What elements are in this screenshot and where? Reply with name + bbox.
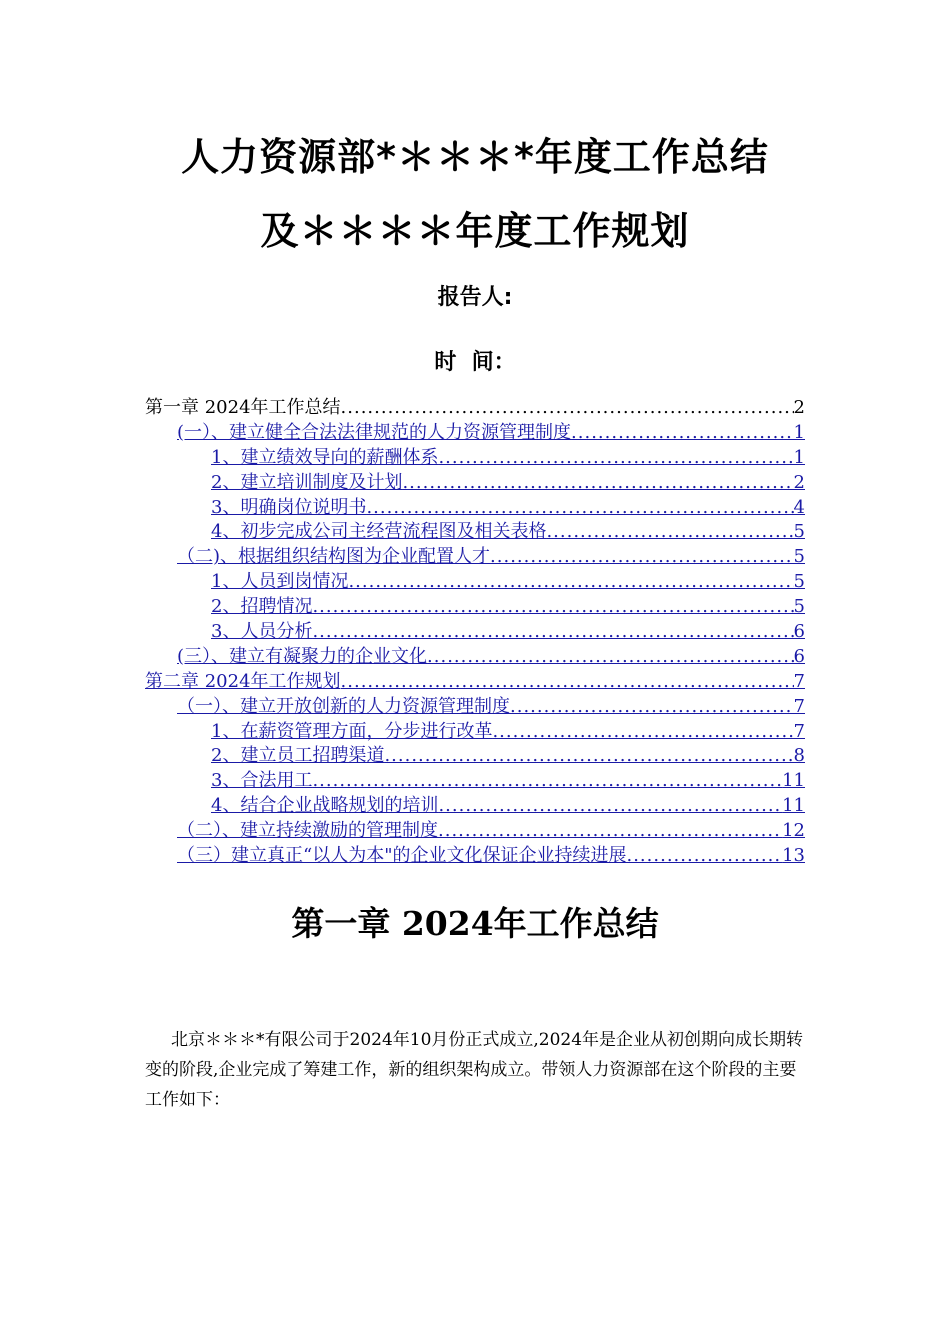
toc-entry-title: 第一章 2024年工作总结 — [145, 397, 341, 418]
toc-entry[interactable] — [145, 819, 805, 844]
toc-entry[interactable] — [145, 844, 805, 869]
toc-entry-title: （二)、根据组织结构图为企业配置人才 — [177, 546, 491, 568]
toc-leader-dots — [402, 471, 793, 496]
toc-entry[interactable] — [145, 496, 805, 521]
toc-entry-page: 12 — [782, 820, 805, 842]
toc-leader-dots — [348, 570, 793, 595]
toc-leader-dots — [384, 744, 793, 769]
toc-entry[interactable] — [145, 595, 805, 620]
toc-entry-title: (三）、建立有凝聚力的企业文化 — [177, 645, 428, 667]
toc-entry-page: 2 — [793, 397, 805, 418]
toc-entry[interactable] — [145, 570, 805, 595]
toc-leader-dots — [438, 446, 793, 471]
toc-leader-dots — [312, 769, 782, 794]
table-of-contents — [145, 396, 805, 869]
document-title-line1: 人力资源部*＊＊＊*年度工作总结 — [181, 135, 769, 179]
toc-entry-title: （一）、建立开放创新的人力资源管理制度 — [177, 695, 510, 717]
toc-entry-page: 6 — [793, 645, 805, 667]
toc-entry[interactable] — [145, 471, 805, 496]
toc-leader-dots — [571, 421, 794, 446]
toc-leader-dots — [546, 520, 793, 545]
time-label: 时 间： — [434, 350, 516, 375]
toc-entry-title: 2、建立培训制度及计划 — [211, 471, 403, 493]
toc-entry-page: 11 — [782, 795, 805, 817]
toc-leader-dots — [438, 794, 782, 819]
toc-entry-title: 第二章 2024年工作规划 — [145, 670, 341, 692]
toc-entry[interactable] — [145, 645, 805, 670]
toc-leader-dots — [492, 720, 793, 745]
toc-entry[interactable] — [145, 695, 805, 720]
toc-entry[interactable] — [145, 620, 805, 645]
toc-leader-dots — [312, 620, 793, 645]
toc-entry-page: 5 — [793, 546, 805, 568]
toc-entry-page: 5 — [793, 596, 805, 618]
toc-entry[interactable] — [145, 545, 805, 570]
toc-leader-dots — [427, 645, 794, 670]
body-paragraph: 北京＊＊＊*有限公司于2024年10月份正式成立,2024年是企业从初创期向成长期转变的阶段,企业完成了筹建工作，新的组织架构成立。带领人力资源部在这个阶段的主要工作如下： — [145, 1030, 804, 1110]
document-title-line2: 及＊＊＊＊年度工作规划 — [260, 209, 690, 253]
toc-leader-dots — [366, 496, 793, 521]
toc-entry-page: 5 — [793, 521, 805, 543]
toc-entry-title: 4、结合企业战略规划的培训 — [211, 795, 439, 817]
toc-entry-page: 13 — [782, 845, 805, 867]
toc-entry-page: 7 — [793, 695, 805, 717]
toc-entry-title: 3、明确岗位说明书 — [211, 496, 367, 518]
toc-leader-dots — [438, 819, 782, 844]
toc-leader-dots — [490, 545, 794, 570]
toc-entry-page: 7 — [793, 670, 805, 692]
toc-entry-page: 11 — [782, 770, 805, 792]
toc-entry-page: 1 — [793, 421, 805, 443]
toc-entry[interactable] — [145, 744, 805, 769]
toc-entry-page: 1 — [793, 446, 805, 468]
toc-entry[interactable] — [145, 421, 805, 446]
toc-entry — [145, 396, 805, 421]
reporter-label: 报告人: — [437, 285, 513, 310]
toc-entry[interactable] — [145, 769, 805, 794]
toc-entry[interactable] — [145, 720, 805, 745]
toc-entry-title: 3、合法用工 — [211, 770, 313, 792]
toc-entry-title: 1、在薪资管理方面，分步进行改革 — [211, 720, 493, 742]
toc-entry-title: 1、人员到岗情况 — [211, 571, 349, 593]
toc-entry-page: 7 — [793, 720, 805, 742]
toc-leader-dots — [341, 396, 794, 421]
toc-leader-dots — [312, 595, 793, 620]
toc-entry[interactable] — [145, 794, 805, 819]
toc-entry-title: (一）、建立健全合法法律规范的人力资源管理制度 — [177, 421, 572, 443]
toc-entry[interactable] — [145, 670, 805, 695]
toc-entry-title: 3、人员分析 — [211, 621, 313, 643]
toc-entry-title: （三）建立真正“以人为本"的企业文化保证企业持续进展 — [177, 845, 627, 867]
toc-entry-title: （二）、建立持续激励的管理制度 — [177, 820, 438, 842]
toc-entry-title: 2、招聘情况 — [211, 596, 313, 618]
toc-entry-page: 8 — [793, 745, 805, 767]
toc-leader-dots — [341, 670, 794, 695]
toc-entry-page: 4 — [793, 496, 805, 518]
toc-entry-title: 1、建立绩效导向的薪酬体系 — [211, 446, 439, 468]
toc-entry-page: 6 — [793, 621, 805, 643]
toc-entry-page: 5 — [793, 571, 805, 593]
toc-entry[interactable] — [145, 520, 805, 545]
toc-leader-dots — [626, 844, 782, 869]
toc-entry[interactable] — [145, 446, 805, 471]
toc-entry-title: 4、初步完成公司主经营流程图及相关表格 — [211, 521, 547, 543]
chapter-heading: 第一章 2024年工作总结 — [291, 904, 659, 943]
toc-entry-title: 2、建立员工招聘渠道 — [211, 745, 385, 767]
toc-entry-page: 2 — [793, 471, 805, 493]
toc-leader-dots — [510, 695, 794, 720]
